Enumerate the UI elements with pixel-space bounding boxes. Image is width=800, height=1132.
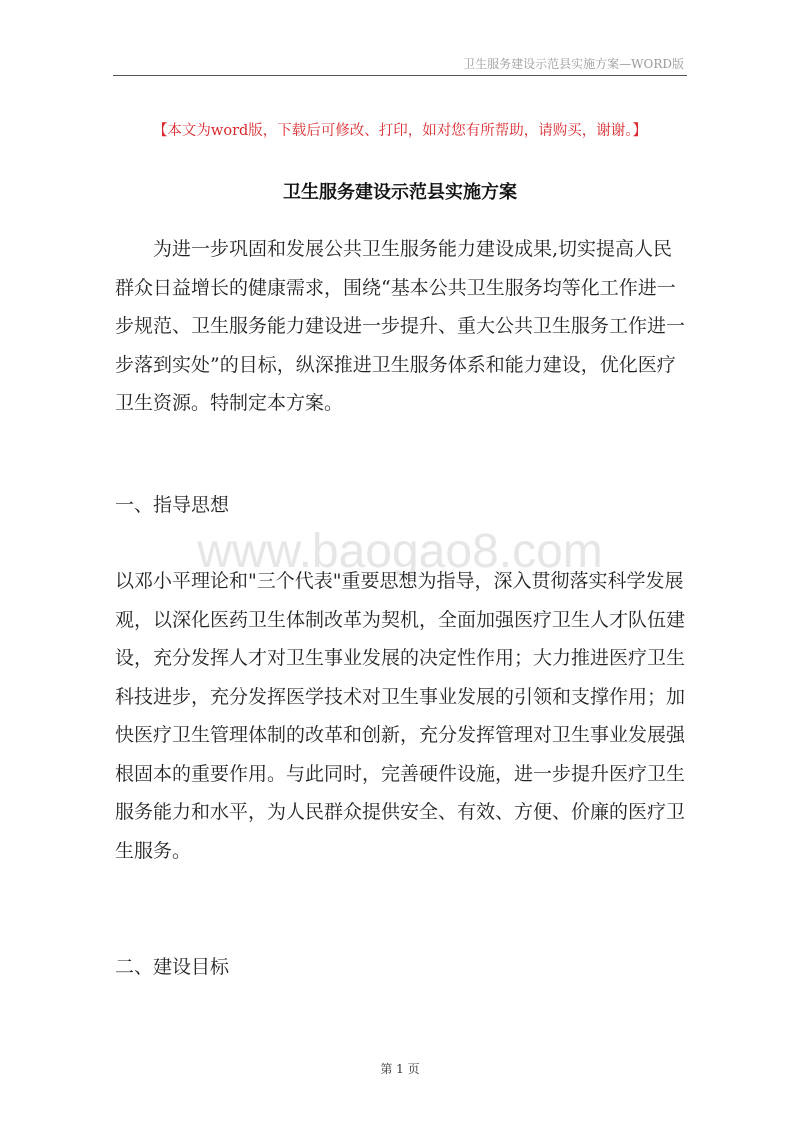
text-line: 根固本的重要作用。与此同时，完善硬件设施，进一步提升医疗卫生 [115,762,686,785]
page-number: 第 1 页 [380,1062,420,1076]
text-line: 观，以深化医药卫生体制改革为契机，全面加强医疗卫生人才队伍建 [115,608,686,631]
text-line: 为进一步巩固和发展公共卫生服务能力建设成果,切实提高人民 [115,238,673,260]
text-line: 服务能力和水平，为人民群众提供安全、有效、方便、价廉的医疗卫 [115,801,686,823]
text-line: 以邓小平理论和"三个代表"重要思想为指导，深入贯彻落实科学发展 [115,570,684,592]
running-header: 卫生服务建设示范县实施方案—WORD版 [463,57,684,71]
text-line: 步规范、卫生服务能力建设进一步提升、重大公共卫生服务工作进一 [115,315,686,337]
text-line: 卫生资源。特制定本方案。 [115,392,344,414]
text-line: 设，充分发挥人才对卫生事业发展的决定性作用；大力推进医疗卫生 [115,647,686,669]
text-line: 步落到实处”的目标，纵深推进卫生服务体系和能力建设，优化医疗 [115,353,676,376]
text-line: 科技进步，充分发挥医学技术对卫生事业发展的引领和支撑作用；加 [115,685,686,708]
text-line: 快医疗卫生管理体制的改革和创新，充分发挥管理对卫生事业发展强 [115,724,686,746]
text-line: 生服务。 [115,839,192,862]
text-line: 群众日益增长的健康需求，围绕“基本公共卫生服务均等化工作进一 [115,276,676,299]
document-title: 卫生服务建设示范县实施方案 [283,182,517,203]
watermark: www.baogao8.com [197,525,603,578]
header-divider [113,75,687,76]
section-heading-1: 一、指导思想 [115,494,230,516]
purchase-notice: 【本文为word版，下载后可修改、打印，如对您有所帮助，请购买，谢谢。】 [152,123,648,139]
section-heading-2: 二、建设目标 [115,956,230,978]
